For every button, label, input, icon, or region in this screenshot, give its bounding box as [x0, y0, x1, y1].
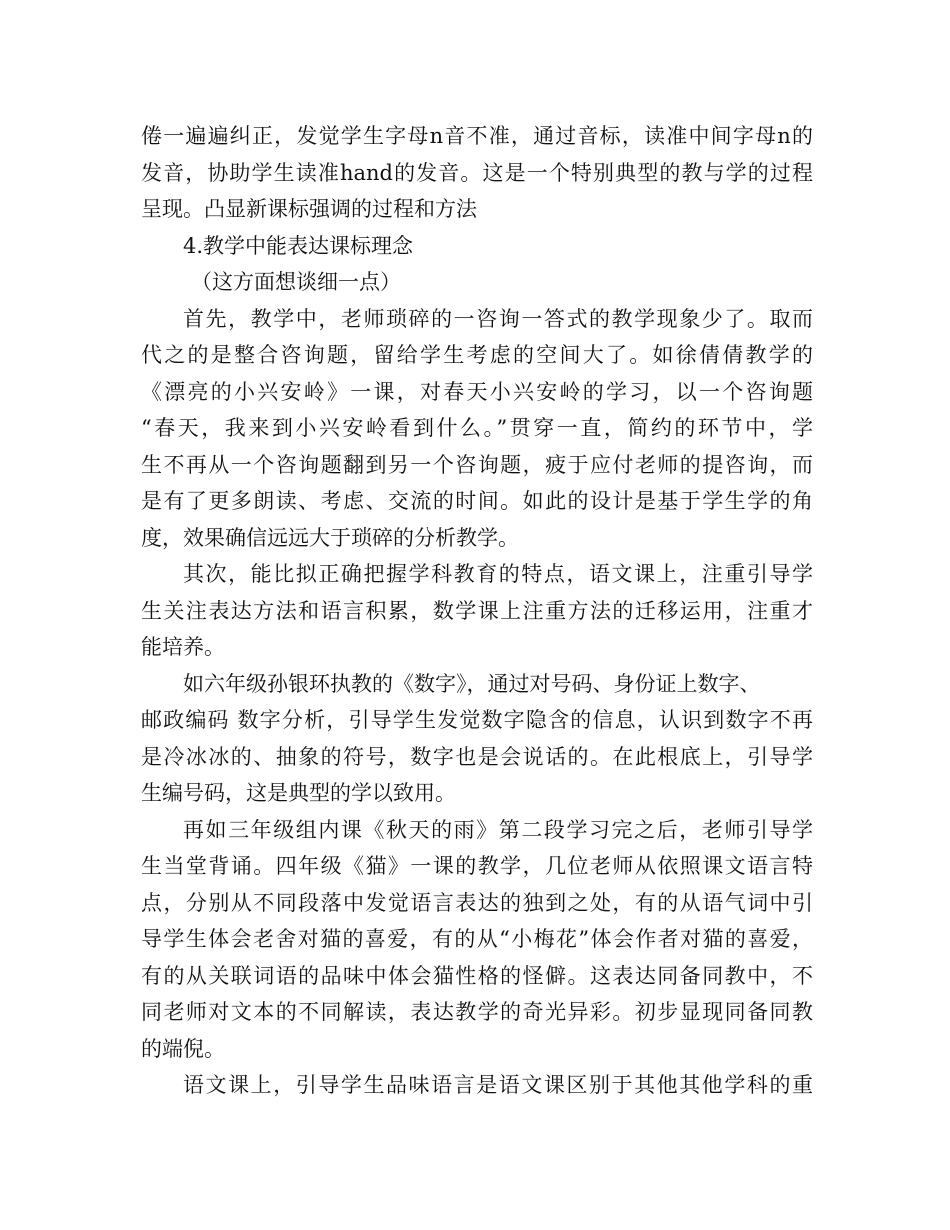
text-line: 点，分别从不同段落中发觉语言表达的独到之处，有的从语气词中引 [141, 890, 813, 915]
text-line: 导学生体会老舍对猫的喜爱，有的从“小梅花”体会作者对猫的喜爱， [141, 927, 813, 951]
text-line: 发音，协助学生读准hand的发音。这是一个特别典型的教与学的过程 [141, 160, 813, 185]
text-line: 呈现。凸显新课标强调的过程和方法 [141, 197, 477, 221]
text-line: 同老师对文本的不同解读，表达教学的奇光异彩。初步显现同备同教 [141, 1000, 813, 1024]
text-line: 倦一遍遍纠正，发觉学生字母n音不准，通过音标，读准中间字母n的 [141, 124, 813, 148]
text-line: 有的从关联词语的品味中体会猫性格的怪僻。这表达同备同教中，不 [141, 963, 813, 988]
text-line: 其次，能比拟正确把握学科教育的特点，语文课上，注重引导学 [183, 562, 813, 586]
text-line: 《漂亮的小兴安岭》一课，对春天小兴安岭的学习，以一个咨询题 [141, 379, 813, 404]
text-line: 生不再从一个咨询题翻到另一个咨询题，疲于应付老师的提咨询，而 [141, 452, 813, 477]
text-line: 邮政编码 数字分析，引导学生发觉数字隐含的信息，认识到数字不再 [141, 708, 813, 732]
text-line: 语文课上，引导学生品味语言是语文课区别于其他其他学科的重 [183, 1073, 813, 1097]
text-line: 首先，教学中，老师琐碎的一咨询一答式的教学现象少了。取而 [183, 306, 813, 331]
text-line: 生关注表达方法和语言积累，数学课上注重方法的迁移运用，注重才 [141, 598, 813, 623]
document-body [141, 118, 813, 1104]
text-line: 生当堂背诵。四年级《猫》一课的教学，几位老师从依照课文语言特 [141, 854, 813, 878]
text-line: 是冷冰冰的、抽象的符号，数字也是会说话的。在此根底上，引导学 [141, 744, 813, 769]
text-line: 如六年级孙银环执教的《数字》，通过对号码、身份证上数字、 [183, 671, 761, 696]
text-line: 的端倪。 [141, 1036, 225, 1061]
text-line: 代之的是整合咨询题，留给学生考虑的空间大了。如徐倩倩教学的 [141, 343, 813, 367]
text-line: 生编号码，这是典型的学以致用。 [141, 781, 456, 805]
section-heading: 4.教学中能表达课标理念 [183, 233, 414, 258]
text-line: 能培养。 [141, 635, 225, 659]
text-line: “春天，我来到小兴安岭看到什么。”贯穿一直，简约的环节中，学 [141, 416, 813, 440]
text-line: （这方面想谈细一点） [191, 270, 401, 294]
text-line: 是有了更多朗读、考虑、交流的时间。如此的设计是基于学生学的角 [141, 489, 813, 513]
text-line: 度，效果确信远远大于琐碎的分析教学。 [141, 525, 519, 550]
text-line: 再如三年级组内课《秋天的雨》第二段学习完之后，老师引导学 [183, 817, 813, 842]
